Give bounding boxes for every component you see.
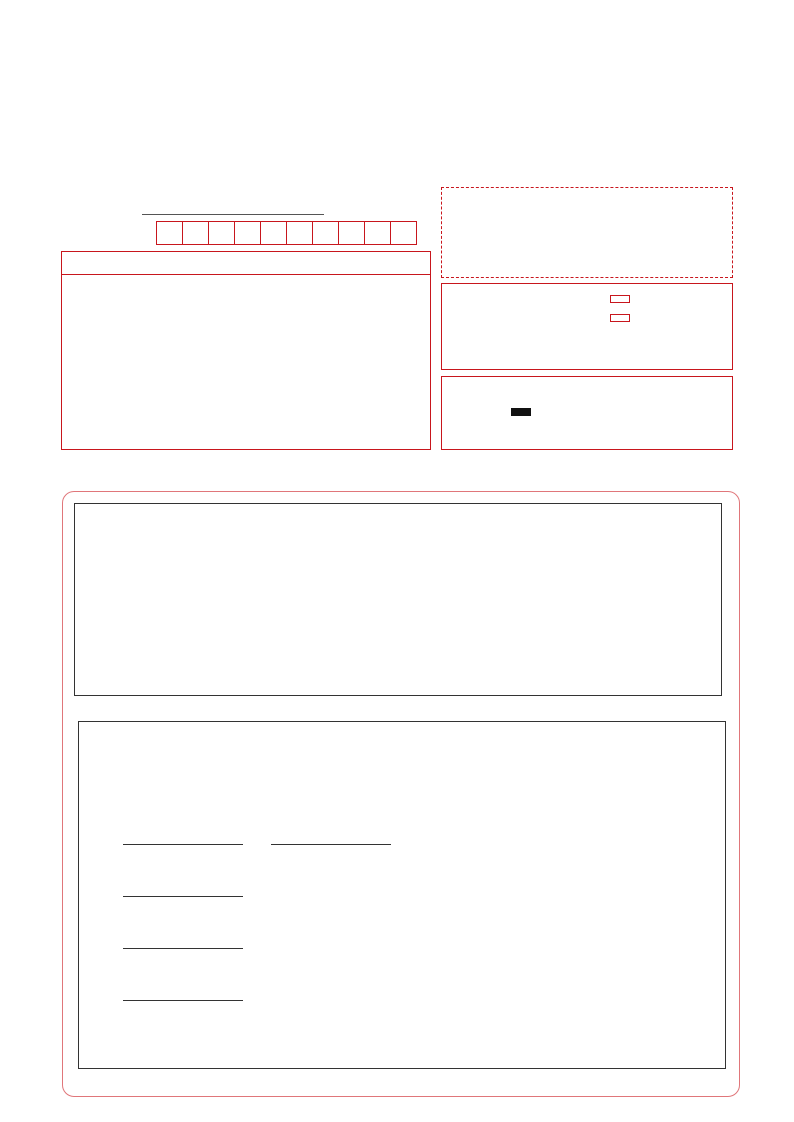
timing-marks-top	[52, 38, 748, 52]
id-digit-box[interactable]	[234, 221, 261, 245]
id-digit-box[interactable]	[260, 221, 287, 245]
non-choice-section	[78, 721, 726, 1069]
exam-id-boxes[interactable]	[156, 221, 416, 245]
id-digit-box[interactable]	[286, 221, 313, 245]
id-digit-box[interactable]	[182, 221, 209, 245]
answer-blank[interactable]	[123, 844, 243, 845]
id-digit-box[interactable]	[312, 221, 339, 245]
answer-blank[interactable]	[123, 896, 243, 897]
absent-mark-box[interactable]	[610, 295, 630, 303]
notice-box	[61, 275, 431, 450]
forbidden-box	[441, 283, 733, 370]
id-digit-box[interactable]	[364, 221, 391, 245]
barcode-area	[441, 187, 733, 278]
violation-mark-box[interactable]	[610, 314, 630, 322]
notice-line	[68, 278, 426, 302]
id-digit-box[interactable]	[338, 221, 365, 245]
notice-line	[68, 302, 426, 326]
multiple-choice-section	[74, 503, 722, 696]
answer-blank[interactable]	[123, 1000, 243, 1001]
answer-blank[interactable]	[123, 948, 243, 949]
id-digit-box[interactable]	[390, 221, 417, 245]
notice-line	[68, 326, 426, 350]
notice-line	[68, 350, 426, 374]
id-digit-box[interactable]	[208, 221, 235, 245]
fill-sample-box	[441, 376, 733, 450]
id-digit-box[interactable]	[156, 221, 183, 245]
correct-fill-sample	[511, 408, 531, 416]
name-field[interactable]	[142, 214, 324, 215]
notice-heading	[61, 251, 431, 275]
answer-blank[interactable]	[271, 844, 391, 845]
